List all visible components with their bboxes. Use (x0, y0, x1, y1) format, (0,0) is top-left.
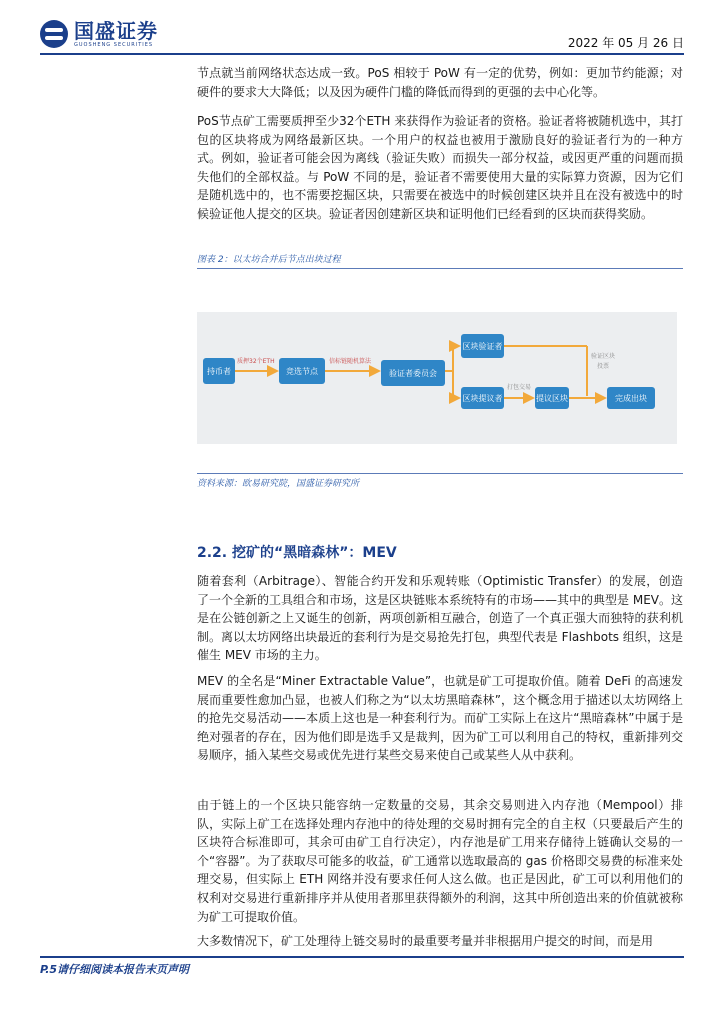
paragraph-pos-advantages: 节点就当前网络状态达成一致。PoS 相较于 PoW 有一定的优势，例如：更加节约能源；对硬件的要求大大降低；以及因为硬件门槛的降低而得到的更强的去中心化等。 (197, 66, 683, 99)
paragraph-mev-intro: 随着套利（Arbitrage）、智能合约开发和乐观转账（Optimistic Transfer）的发展，创造了一个全新的工具组合和市场，这是区块链账本系统特有的市场——其中的典型是 MEV。这是在公链创新之上又诞生的创新，两项创新相互融合，创造了一个真正强大而独特的获利机制。离以太坊网络出块最近的套利行为是交易抢先打包，典型代表是 Flashbots 组织，这是催生 MEV 市场的主力。 (197, 574, 683, 663)
edge-label-package-tx: 打包交易 (507, 384, 532, 391)
header-divider (40, 53, 684, 55)
figure-source: 资料来源：欧易研究院，国盛证券研究所 (197, 479, 360, 489)
node-block-proposer: 区块提议者 (461, 387, 504, 409)
edge-label-stake: 质押32个ETH (237, 358, 275, 365)
page-footer: P.5请仔细阅读本报告末页声明 (40, 963, 190, 976)
logo-subtext: GUOSHENG SECURITIES (74, 42, 154, 48)
page-header (0, 0, 724, 60)
edge-label-validate-1: 验证区块 (591, 353, 616, 360)
paragraph-pos-staking: PoS节点矿工需要质押至少32个ETH 来获得作为验证者的资格。验证者将被随机选中，其打包的区块将成为网络最新区块。一个用户的权益也被用于激励良好的验证者行为的一种方式。例如，验证者可能会因为离线（验证失败）而损失一部分权益，或因更严重的问题而损失他们的全部权益。与 PoW 不同的是，验证者不需要使用大量的实际算力资源，因为它们是随机选中的，也不需要挖掘区块，只需要在被选中的时候创建区块并且在没有被选中的时候验证他人提交的区块。验证者因创建新区块和证明他们已经看到的区块而获得奖励。 (197, 114, 683, 221)
footer-divider (40, 956, 684, 958)
node-candidate: 竞选节点 (279, 358, 325, 384)
node-complete-block: 完成出块 (607, 387, 655, 409)
logo-icon (40, 20, 68, 48)
report-date: 2022 年 05 月 26 日 (567, 36, 684, 50)
figure-caption: 图表 2：以太坊合并后节点出块过程 (197, 255, 341, 265)
edge-label-random-select: 信标链随机算法 (329, 358, 372, 365)
section-heading: 2.2. 挖矿的“黑暗森林”：MEV (197, 545, 397, 561)
company-logo (40, 20, 158, 48)
paragraph-mempool: 由于链上的一个区块只能容纳一定数量的交易，其余交易则进入内存池（Mempool）排队，实际上矿工在选择处理内存池中的待处理的交易时拥有完全的自主权（只要最后产生的区块符合标准即可，其余可由矿工自行决定），内存池是矿工用来存储待上链确认交易的一个“容器”。为了获取尽可能多的收益，矿工通常以选取最高的 gas 价格即交易费的标准来处理交易，但实际上 ETH 网络并没有要求任何人这么做。也正是因此，矿工可以利用他们的权利对交易进行重新排序并从使用者那里获得额外的利润，这其中所创造出来的价值就被称为矿工可提取价值。 (197, 798, 683, 924)
edge-label-validate-2: 投票 (597, 363, 610, 370)
node-block-validator: 区块验证者 (461, 334, 504, 358)
figure-top-divider (197, 268, 683, 269)
node-committee: 验证者委员会 (381, 360, 445, 386)
node-holder: 持币者 (203, 358, 235, 384)
paragraph-tx-ordering: 大多数情况下，矿工处理待上链交易时的最重要考量并非根据用户提交的时间，而是用 (197, 934, 654, 948)
logo-text: 国盛证券 (74, 19, 158, 43)
node-propose-block: 提议区块 (535, 387, 569, 409)
figure-bottom-divider (197, 473, 683, 474)
block-production-diagram (197, 312, 677, 444)
paragraph-mev-definition: MEV 的全名是“Miner Extractable Value”，也就是矿工可提取价值。随着 DeFi 的高速发展而重要性愈加凸显，也被人们称之为“以太坊黑暗森林”，这个概念用于描述以太坊网络上的抢先交易活动——本质上这也是一种套利行为。而矿工实际上在这片“黑暗森林”中属于是绝对强者的存在，因为他们即是选手又是裁判，因为矿工可以利用自己的特权，重新排列交易顺序，插入某些交易或优先进行某些交易来使自己或某些人从中获利。 (197, 674, 683, 763)
